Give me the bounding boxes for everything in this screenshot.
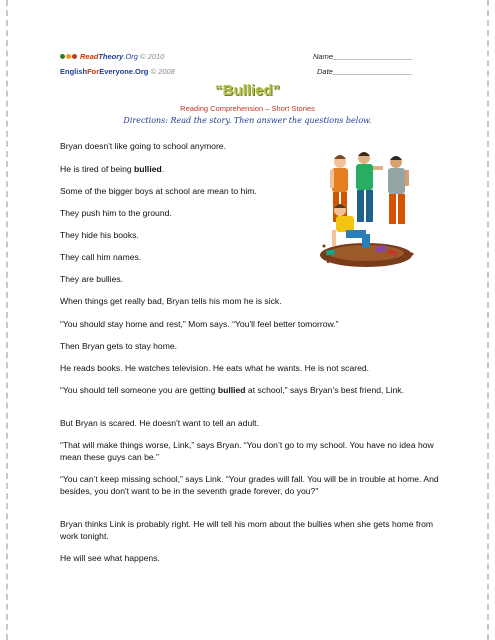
logo1-copyright: © 2010 <box>140 52 165 61</box>
name-field-line: Name___________________ <box>313 52 413 61</box>
story-paragraph: They are bullies. <box>60 274 124 284</box>
story-paragraph: They hide his books. <box>60 230 139 240</box>
story-paragraph: Some of the bigger boys at school are mean to him. <box>60 186 257 196</box>
story-paragraph: They call him names. <box>60 252 142 262</box>
story-paragraph: Bryan doesn't like going to school anymore. <box>60 141 226 151</box>
text-run: at school,” says Bryan’s best friend, Link. <box>245 385 404 395</box>
story-paragraph <box>60 164 164 176</box>
text-run: He is tired of being <box>60 164 135 174</box>
logo2-english: English <box>60 67 88 76</box>
vocab-word-bullied: bullied <box>134 164 162 174</box>
story-paragraph: Then Bryan gets to stay home. <box>60 341 178 351</box>
directions-text: Directions: Read the story. Then answer the questions below. <box>123 116 372 125</box>
story-title: “Bullied” <box>214 82 280 99</box>
vocab-word-bullied: bullied <box>217 385 246 395</box>
story-paragraph: Bryan thinks Link is probably right. He will tell his mom about the bullies when she gets home from work tonight. <box>60 519 434 541</box>
bullies-illustration <box>318 150 438 272</box>
date-field-line: Date___________________ <box>317 67 413 76</box>
text-run: “You should tell someone you are getting <box>60 385 218 395</box>
story-subtitle: Reading Comprehension – Short Stories <box>180 104 315 113</box>
story-paragraph: When things get really bad, Bryan tells his mom he is sick. <box>60 296 282 306</box>
logo-dots-icon <box>60 52 78 61</box>
logo-org: .Org <box>123 52 138 61</box>
logo2-for: For <box>87 67 100 76</box>
text-run: . <box>161 164 165 174</box>
story-paragraph: “That will make things worse, Link,” says Bryan. “You don’t go to my school. You have no idea how mean these guys can be.” <box>60 440 434 462</box>
englishforeveryone-logo <box>60 67 175 76</box>
logo2-copyright: © 2008 <box>150 67 175 76</box>
fallen-boy <box>332 204 370 248</box>
logo2-everyone: Everyone.Org <box>99 67 149 76</box>
story-paragraph: But Bryan is scared. He doesn't want to tell an adult. <box>60 418 259 428</box>
story-paragraph: “You can’t keep missing school,” says Link. “Your grades will fall. You will be in trouble at home. And besides, you don't want to be in the seventh grade forever, do you?” <box>60 474 439 496</box>
story-paragraph: They push him to the ground. <box>60 208 172 218</box>
standing-boy-2 <box>356 152 383 222</box>
logo-theory: Theory <box>98 52 124 61</box>
logo-read: Read <box>80 52 99 61</box>
story-paragraph: He reads books. He watches television. He eats what he wants. He is not scared. <box>60 363 370 373</box>
story-paragraph: “You should stay home and rest,” Mom says. “You'll feel better tomorrow.” <box>60 319 339 329</box>
story-paragraph: He will see what happens. <box>60 553 160 563</box>
readtheory-logo <box>60 52 164 61</box>
story-paragraph <box>60 385 440 397</box>
standing-boy-3 <box>388 156 409 224</box>
